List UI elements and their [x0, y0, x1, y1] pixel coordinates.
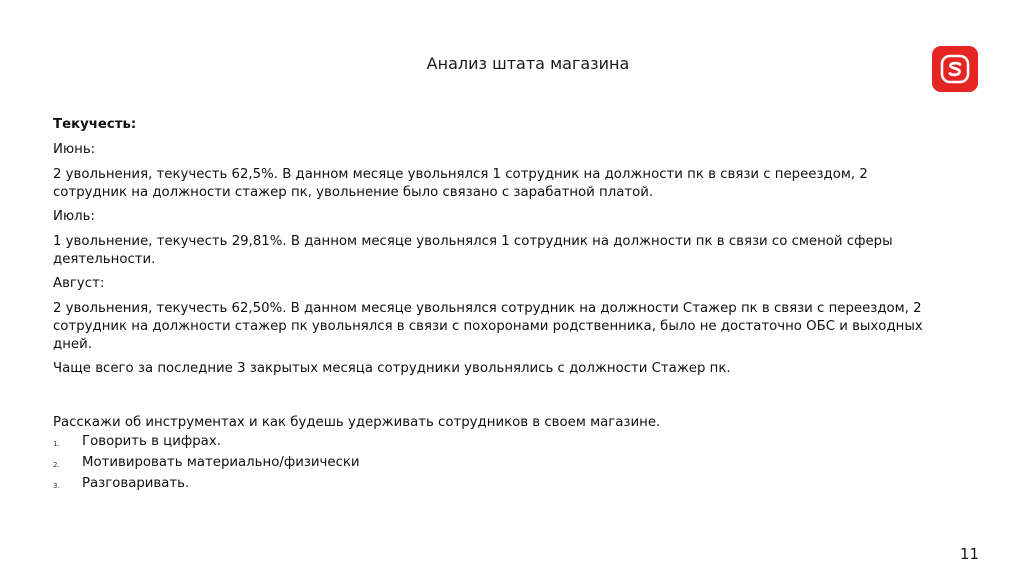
month-label-july: Июль:	[53, 209, 95, 224]
list-number: 3.	[53, 482, 60, 490]
month-label-june: Июнь:	[53, 142, 96, 157]
month-text-august: 2 увольнения, текучесть 62,50%. В данном месяце увольнялся сотрудник на должности Стажер пк в связи с переездом, 2 сотрудник на должности стажер пк увольнялся в связи с похоронами родственника, было не достаточно ОБС и выходных дней.	[53, 301, 923, 352]
list-item	[53, 433, 933, 454]
list-item	[53, 475, 933, 496]
list-number: 1.	[53, 440, 60, 448]
page-number: 11	[959, 545, 979, 563]
section-heading: Текучесть:	[53, 117, 137, 132]
list-number: 2.	[53, 461, 60, 469]
list-item-text: Разговаривать.	[82, 476, 190, 491]
summary-text: Чаще всего за последние 3 закрытых месяца сотрудники увольнялись с должности Стажер пк.	[53, 361, 731, 376]
question-text: Расскажи об инструментах и как будешь удерживать сотрудников в своем магазине.	[53, 415, 661, 430]
list-item	[53, 454, 933, 475]
slide-title: Анализ штата магазина	[426, 54, 630, 73]
month-text-july: 1 увольнение, текучесть 29,81%. В данном месяце увольнялся 1 сотрудник на должности пк в связи со сменой сферы деятельности.	[53, 234, 893, 267]
s-logo-icon	[932, 46, 978, 92]
steps-list	[53, 433, 933, 496]
list-item-text: Мотивировать материально/физически	[82, 455, 360, 470]
slide-body	[53, 116, 933, 496]
month-label-august: Август:	[53, 276, 105, 291]
list-item-text: Говорить в цифрах.	[82, 434, 221, 449]
month-text-june: 2 увольнения, текучесть 62,5%. В данном месяце увольнялся 1 сотрудник на должности пк в связи с переездом, 2 сотрудник на должности стажер пк, увольнение было связано с зарабатной платой.	[53, 167, 868, 200]
